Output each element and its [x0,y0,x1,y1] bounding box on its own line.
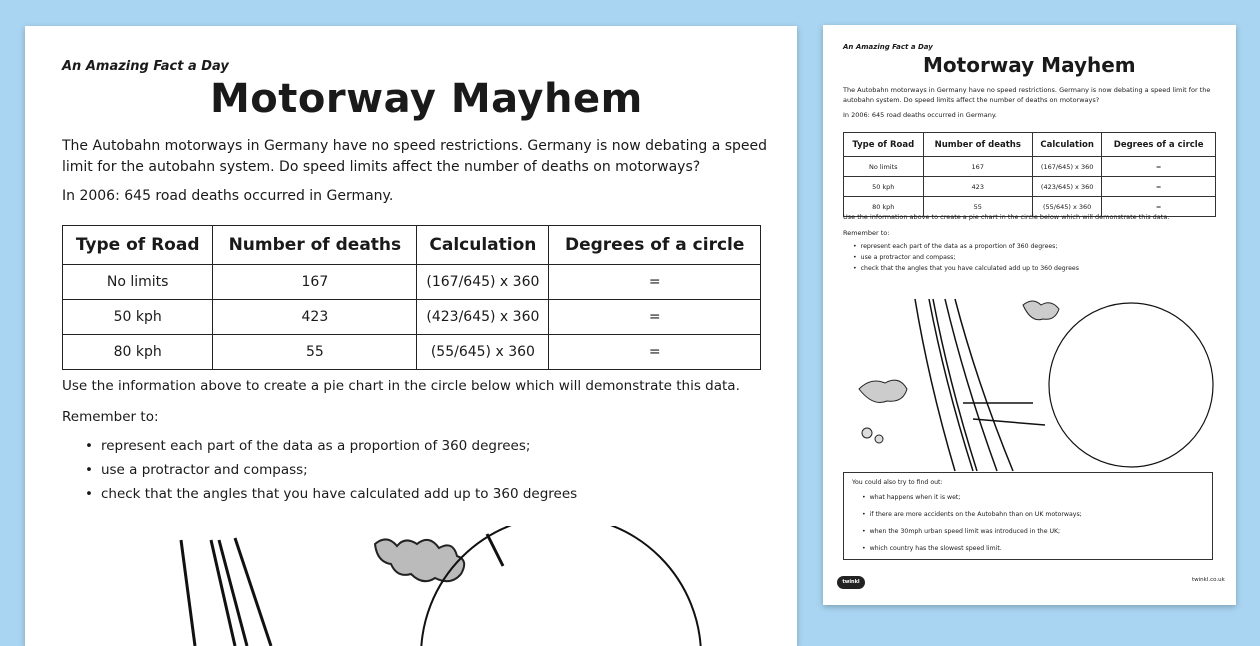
worksheet-subtitle: An Amazing Fact a Day [62,59,229,74]
table-header: Calculation [417,226,549,265]
worksheet-page-small [823,25,1236,605]
road-line [933,299,977,471]
remember-label: Remember to: [843,229,890,237]
road-line [181,540,195,646]
table-header: Number of deaths [213,226,417,265]
road-illustration [837,293,1223,473]
instruction-line: Use the information above to create a pie chart in the circle below which will demonstrate this data. [843,213,1170,221]
deaths-table [62,225,761,370]
road-line [973,419,1045,425]
list-item: • if there are more accidents on the Autobahn than on UK motorways; [852,506,1204,523]
table-cell: = [549,335,761,370]
table-row [63,300,761,335]
table-header: Degrees of a circle [549,226,761,265]
table-cell: 80 kph [63,335,213,370]
list-item: • represent each part of the data as a proportion of 360 degrees; [85,434,577,458]
list-item: • represent each part of the data as a proportion of 360 degrees; [853,241,1079,252]
worksheet-page-large [25,26,797,646]
list-item: • use a protractor and compass; [85,458,577,482]
pie-chart-circle [1049,303,1213,467]
road-line [955,299,1013,471]
table-cell: (423/645) x 360 [1033,177,1102,197]
table-cell: (423/645) x 360 [417,300,549,335]
list-item: • which country has the slowest speed limit. [852,540,1204,557]
tips-list [85,434,577,506]
list-item: • when the 30mph urban speed limit was introduced in the UK; [852,523,1204,540]
remember-label: Remember to: [62,409,159,425]
list-item: • check that the angles that you have calculated add up to 360 degrees [85,482,577,506]
table-header: Number of deaths [923,133,1032,157]
table-cell: No limits [844,157,924,177]
worksheet-title: Motorway Mayhem [210,76,643,122]
table-cell: = [1102,177,1216,197]
table-cell: = [549,265,761,300]
site-url: twinkl.co.uk [1192,577,1225,583]
table-row [844,157,1216,177]
tips-list [853,241,1079,274]
table-header-row [63,226,761,265]
pie-chart-circle [421,526,701,646]
table-cell: (55/645) x 360 [1033,197,1102,217]
table-cell: 80 kph [844,197,924,217]
list-item: • what happens when it is wet; [852,489,1204,506]
road-illustration [25,526,797,646]
table-cell: (167/645) x 360 [1033,157,1102,177]
twinkl-logo: twinkl [837,576,865,589]
tree-cluster [1023,301,1059,320]
table-row [844,177,1216,197]
table-cell: (167/645) x 360 [417,265,549,300]
table-cell: No limits [63,265,213,300]
table-header: Type of Road [63,226,213,265]
tree-cluster [375,539,464,581]
table-header: Degrees of a circle [1102,133,1216,157]
fact-line: In 2006: 645 road deaths occurred in Germany. [843,111,997,119]
tree-cluster [859,380,907,402]
table-cell: 50 kph [844,177,924,197]
bush-shape [875,435,883,443]
intro-paragraph: The Autobahn motorways in Germany have no speed restrictions. Germany is now debating a speed limit for the autobahn system. Do speed limits affect the number of deaths on motorways? [62,138,768,175]
deaths-table [843,132,1216,217]
list-item: • use a protractor and compass; [853,252,1079,263]
worksheet-subtitle: An Amazing Fact a Day [843,43,933,51]
intro-paragraph: The Autobahn motorways in Germany have no speed restrictions. Germany is now debating a speed limit for the autobahn system. Do speed limits affect the number of deaths on motorways? [843,86,1211,104]
table-cell: 55 [213,335,417,370]
worksheet-title: Motorway Mayhem [923,53,1136,77]
fact-line: In 2006: 645 road deaths occurred in Germany. [62,188,394,204]
table-cell: 423 [213,300,417,335]
table-cell: = [1102,157,1216,177]
table-header-row [844,133,1216,157]
road-line [487,534,503,566]
table-cell: 50 kph [63,300,213,335]
table-cell: (55/645) x 360 [417,335,549,370]
table-cell: = [549,300,761,335]
extension-list [852,489,1204,557]
table-cell: 55 [923,197,1032,217]
table-cell: 167 [213,265,417,300]
table-cell: 167 [923,157,1032,177]
table-cell: = [1102,197,1216,217]
table-row [63,335,761,370]
table-cell: 423 [923,177,1032,197]
table-header: Calculation [1033,133,1102,157]
bush-shape [862,428,872,438]
table-header: Type of Road [844,133,924,157]
list-item: • check that the angles that you have calculated add up to 360 degrees [853,263,1079,274]
instruction-line: Use the information above to create a pie chart in the circle below which will demonstrate this data. [62,378,740,394]
table-row [63,265,761,300]
extension-lead: You could also try to find out: [852,479,943,486]
extension-box [843,472,1213,560]
